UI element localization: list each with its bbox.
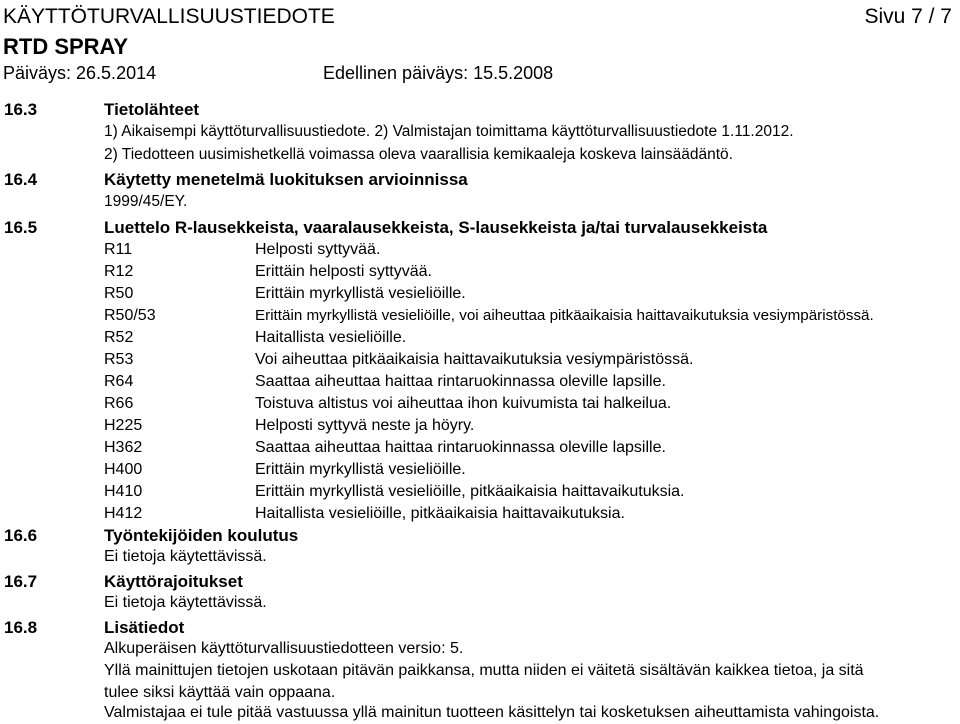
section-title-phrase-list: Luettelo R-lausekkeista, vaaralausekkeista, S-lausekkeista ja/tai turvalausekkeista xyxy=(104,218,768,237)
section-number-16-6: 16.6 xyxy=(4,526,38,545)
previous-issue-date: Edellinen päiväys: 15.5.2008 xyxy=(323,63,554,83)
phrase-text: Erittäin myrkyllistä vesieliöille. xyxy=(255,461,466,478)
product-name: RTD SPRAY xyxy=(3,34,129,59)
section-title-training: Työntekijöiden koulutus xyxy=(104,526,299,545)
section-number-16-4: 16.4 xyxy=(4,170,38,189)
phrase-code: H225 xyxy=(104,417,143,434)
phrase-code: R50 xyxy=(104,285,134,302)
sources-line: 2) Tiedotteen uusimishetkellä voimassa oleva vaarallisia kemikaaleja koskeva lainsäädäntö. xyxy=(104,146,733,163)
section-title-sources: Tietolähteet xyxy=(104,100,200,119)
document-title: KÄYTTÖTURVALLISUUSTIEDOTE xyxy=(3,5,335,28)
phrase-text: Helposti syttyvä neste ja höyry. xyxy=(255,417,475,434)
phrase-text: Erittäin myrkyllistä vesieliöille, pitkäaikaisia haittavaikutuksia. xyxy=(255,483,685,500)
phrase-code: R53 xyxy=(104,351,134,368)
section-title-additional-info: Lisätiedot xyxy=(104,618,185,637)
restrictions-text: Ei tietoja käytettävissä. xyxy=(104,594,267,611)
phrase-code: R52 xyxy=(104,329,134,346)
phrase-text: Toistuva altistus voi aiheuttaa ihon kuivumista tai halkeilua. xyxy=(255,395,672,412)
section-title-restrictions: Käyttörajoitukset xyxy=(104,572,243,591)
section-number-16-5: 16.5 xyxy=(4,218,38,237)
additional-info-line: Yllä mainittujen tietojen uskotaan pitävän paikkansa, mutta niiden ei väitetä sisältävän kaikkea tietoa, ja sitä xyxy=(104,662,864,679)
phrase-text: Helposti syttyvää. xyxy=(255,241,381,258)
phrase-text: Erittäin myrkyllistä vesieliöille, voi aiheuttaa pitkäaikaisia haittavaikutuksia vesiympäristössä. xyxy=(255,307,874,324)
phrase-code: R66 xyxy=(104,395,134,412)
phrase-text: Haitallista vesieliöille, pitkäaikaisia haittavaikutuksia. xyxy=(255,505,625,522)
issue-date: Päiväys: 26.5.2014 xyxy=(3,63,157,83)
phrase-code: R64 xyxy=(104,373,134,390)
phrase-text: Saattaa aiheuttaa haittaa rintaruokinnassa oleville lapsille. xyxy=(255,373,666,390)
additional-info-line: Alkuperäisen käyttöturvallisuustiedotteen versio: 5. xyxy=(104,640,464,657)
phrase-code: H410 xyxy=(104,483,143,500)
training-text: Ei tietoja käytettävissä. xyxy=(104,548,267,565)
additional-info-line: tulee siksi käyttää vain oppaana. xyxy=(104,684,336,701)
phrase-text: Erittäin myrkyllistä vesieliöille. xyxy=(255,285,466,302)
phrase-text: Voi aiheuttaa pitkäaikaisia haittavaikutuksia vesiympäristössä. xyxy=(255,351,694,368)
phrase-code: R50/53 xyxy=(104,307,156,324)
phrase-code: H362 xyxy=(104,439,143,456)
section-number-16-7: 16.7 xyxy=(4,572,38,591)
additional-info-line: Valmistajaa ei tule pitää vastuussa yllä mainitun tuotteen käsittelyn tai kosketuksen aiheuttamista vahingoista. xyxy=(104,704,880,721)
phrase-text: Saattaa aiheuttaa haittaa rintaruokinnassa oleville lapsille. xyxy=(255,439,666,456)
phrase-text: Haitallista vesieliöille. xyxy=(255,329,407,346)
page-number: Sivu 7 / 7 xyxy=(864,5,952,28)
section-number-16-3: 16.3 xyxy=(4,100,38,119)
phrase-code: H400 xyxy=(104,461,143,478)
section-title-method: Käytetty menetelmä luokituksen arvioinnissa xyxy=(104,170,468,189)
phrase-code: R11 xyxy=(104,241,133,258)
phrase-code: R12 xyxy=(104,263,134,280)
phrase-text: Erittäin helposti syttyvää. xyxy=(255,263,432,280)
method-text: 1999/45/EY. xyxy=(104,193,188,210)
sources-line: 1) Aikaisempi käyttöturvallisuustiedote. 2) Valmistajan toimittama käyttöturvallisuustiedote 1.11.2012. xyxy=(104,123,794,140)
section-number-16-8: 16.8 xyxy=(4,618,38,637)
phrase-code: H412 xyxy=(104,505,143,522)
